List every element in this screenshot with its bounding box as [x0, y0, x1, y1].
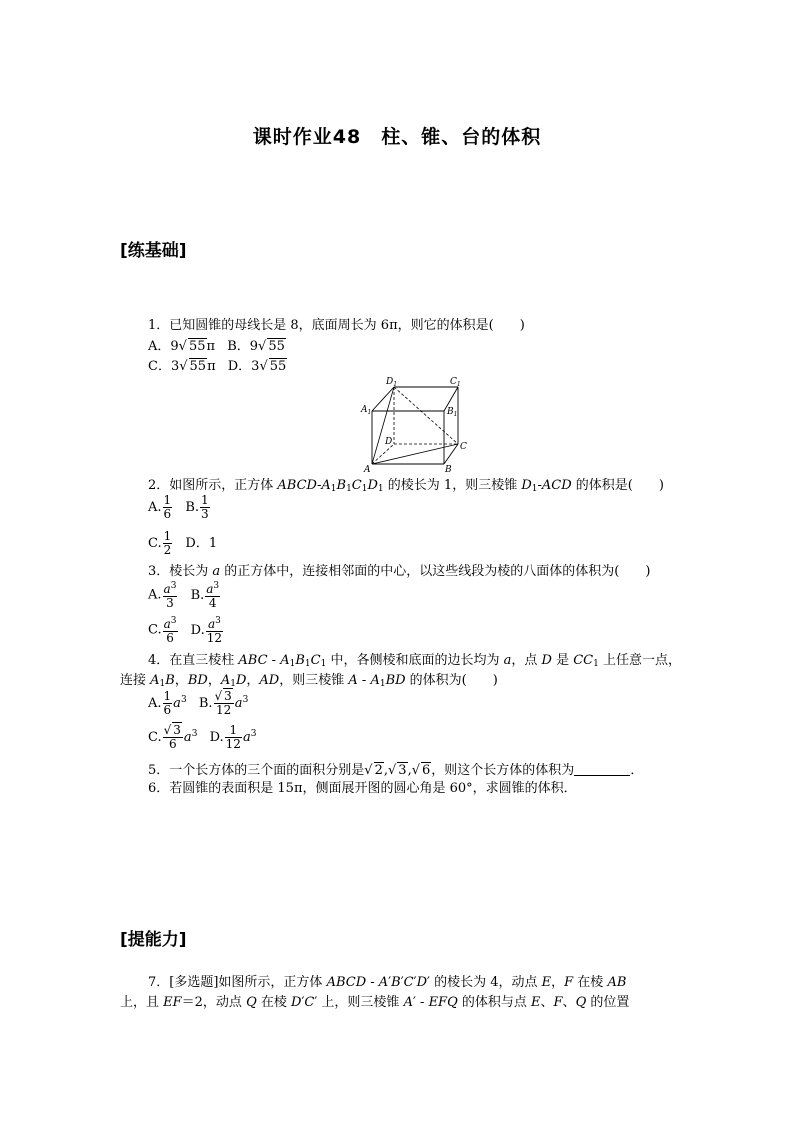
- q4-option-b-label: B.: [198, 696, 213, 711]
- q2-option-b-fraction: $\frac{1}{3}$: [201, 493, 209, 521]
- q7-text-4: 上，且: [120, 995, 164, 1010]
- question-2-options-ab: [148, 494, 211, 521]
- q7-text-1: 7．[多选题]如图所示，正方体: [148, 975, 327, 990]
- q1-option-a-tail: π: [206, 339, 216, 354]
- q4-prism-name: ABC: [238, 653, 268, 668]
- q5-radicand-1: 2: [374, 763, 383, 778]
- q4-text-6: 连接: [120, 673, 151, 688]
- q4-option-a-fraction: $\frac{1}{6}$: [163, 689, 172, 717]
- sqrt-sign-icon: √: [178, 339, 187, 354]
- q3-text-1: 3．棱长为: [148, 564, 213, 579]
- q7-text-2: 的棱长为 4，动点: [429, 975, 542, 990]
- q7-text-5: ＝2，动点: [181, 995, 247, 1010]
- q1-option-d-radicand: 55: [269, 359, 287, 374]
- label-d: D: [385, 437, 393, 447]
- question-1-options-cd: [148, 359, 287, 375]
- sqrt-sign-icon: √: [388, 763, 397, 778]
- q4-text-2: 中，各侧棱和底面的边长均为: [326, 653, 504, 668]
- q1-option-a-radicand: 55: [188, 339, 206, 354]
- q3-option-a-label: A.: [148, 587, 162, 603]
- question-4-options-cd: C. $\frac{√ 3}{6}$ $a^3$ D. $\frac{1}{12}$ $a^3$: [148, 723, 257, 751]
- q4-text-5: 上任意一点，: [598, 653, 681, 668]
- cube-figure: [358, 374, 468, 474]
- q5-radicand-3: 6: [422, 763, 431, 778]
- question-3-options-ab: [148, 580, 221, 610]
- sqrt-sign-icon: √: [411, 763, 421, 778]
- q4-text-8: 的体积为( ): [405, 673, 498, 688]
- page-title: 课时作业48 柱、锥、台的体积: [252, 126, 542, 148]
- question-2-options-cd: [148, 530, 217, 557]
- q3-option-a-fraction: $\frac{a^3}{3}$: [163, 581, 177, 610]
- edge-ac: [372, 444, 458, 464]
- q2-pyramid-name: D: [521, 478, 532, 493]
- question-1-stem: 1．已知圆锥的母线长是 8，底面周长为 6π，则它的体积是( ): [148, 318, 525, 333]
- q1-option-c-radicand: 55: [189, 359, 207, 374]
- q3-var-a: a: [212, 564, 221, 579]
- q7-text-3: 在棱: [573, 975, 608, 990]
- q2-option-a-label: A.: [148, 500, 162, 515]
- q4-option-c-label: C.: [148, 730, 162, 745]
- q5-text-2: ，则这个长方体的体积为: [431, 763, 575, 778]
- section-heading-advanced: [提能力]: [120, 930, 187, 950]
- q2-option-c-label: C.: [148, 536, 162, 551]
- q3-text-2: 的正方体中，连接相邻面的中心，以这些线段为棱的八面体的体积为( ): [220, 564, 651, 579]
- sqrt-sign-icon: √: [364, 763, 373, 778]
- q1-option-c-label: C．3: [148, 359, 180, 374]
- sqrt-sign-icon: √: [258, 339, 267, 354]
- sqrt-sign-icon: √: [163, 723, 172, 737]
- q2-text-3: 的体积是( ): [571, 478, 664, 493]
- question-1-options-ab: [148, 339, 286, 355]
- q4-text-3: ，点: [511, 653, 542, 668]
- section-heading-basics: [练基础]: [120, 241, 187, 261]
- label-c: C: [460, 442, 467, 452]
- q2-option-d-label: D．1: [185, 536, 218, 551]
- label-a1: $A_1$: [361, 405, 372, 416]
- q5-text-1: 5．一个长方体的三个面的面积分别是: [148, 763, 365, 778]
- q3-option-d-label: D.: [190, 622, 205, 638]
- question-4-options-ab: A. $\frac{1}{6}$ $a^3$ B. $\frac{√ 3}{12}$ $a^3$: [148, 689, 249, 717]
- question-3-stem: [148, 564, 650, 580]
- q4-option-b-fraction: $\frac{√ 3}{12}$: [214, 689, 232, 717]
- question-3-options-cd: [148, 615, 224, 645]
- q7-text-6: 在棱: [256, 995, 291, 1010]
- q1-option-b-label: B．9: [227, 339, 259, 354]
- q7-text-7: 上，则三棱锥: [317, 995, 404, 1010]
- sqrt-sign-icon: √: [214, 689, 223, 703]
- q4-text-1: 4．在直三棱柱: [148, 653, 239, 668]
- edge-ad-hidden: [372, 444, 394, 464]
- question-2-stem: 2．如图所示，正方体 ABCD-$A_1B_1C_1D_1$ 的棱长为 1，则三棱锥 $D_1$-ACD 的体积是( ): [148, 478, 664, 494]
- q1-option-d-label: D．3: [227, 359, 260, 374]
- q2-text-2: 的棱长为 1，则三棱锥: [383, 478, 522, 493]
- question-4-line2: 连接 $A_1B$，BD，$A_1D$，AD，则三棱锥 A - $A_1BD$ 的体积为( ): [120, 673, 498, 689]
- q4-option-a-label: A.: [148, 696, 162, 711]
- q7-text-9: 的位置: [586, 995, 630, 1010]
- q5-radicand-2: 3: [398, 763, 407, 778]
- q4-option-d-fraction: $\frac{1}{12}$: [225, 723, 241, 751]
- q2-option-c-fraction: $\frac{1}{2}$: [163, 529, 172, 557]
- question-7-line2: 上，且 EF＝2，动点 Q 在棱 D′C′ 上，则三棱锥 A′ - EFQ 的体积与点 E、F、Q 的位置: [120, 995, 630, 1010]
- label-b1: $B_1$: [447, 407, 458, 418]
- q5-text-end: ．: [630, 763, 644, 778]
- q4-option-d-label: D.: [209, 730, 224, 745]
- q2-text-1: 2．如图所示，正方体: [148, 478, 278, 493]
- q2-option-b-label: B.: [185, 500, 199, 515]
- sqrt-sign-icon: √: [179, 359, 188, 374]
- sqrt-sign-icon: √: [259, 359, 268, 374]
- label-b: B: [445, 465, 452, 474]
- q2-cube-name: ABCD: [277, 478, 317, 493]
- question-6-stem: 6．若圆锥的表面积是 15π，侧面展开图的圆心角是 60°，求圆锥的体积．: [148, 781, 577, 796]
- q4-text-4: 是: [551, 653, 574, 668]
- label-a: A: [364, 465, 371, 474]
- label-d1: $D_1$: [386, 377, 398, 388]
- q3-option-c-fraction: $\frac{a^3}{6}$: [163, 616, 177, 645]
- q4-text-7: ，则三棱锥: [279, 673, 349, 688]
- q3-option-c-label: C.: [148, 622, 162, 638]
- label-c1: $C_1$: [450, 377, 461, 388]
- q1-option-b-radicand: 55: [268, 339, 285, 354]
- question-5-stem: 5．一个长方体的三个面的面积分别是√ 2,√ 3,√ 6，则这个长方体的体积为 ．: [148, 763, 644, 778]
- answer-blank: [574, 763, 630, 776]
- q1-option-a-label: A．9: [148, 339, 179, 354]
- q4-option-c-fraction: $\frac{√ 3}{6}$: [163, 723, 181, 751]
- q7-text-8: 的体积与点: [457, 995, 531, 1010]
- question-4-stem: 4．在直三棱柱 ABC - $A_1B_1C_1$ 中，各侧棱和底面的边长均为 a，点 D 是 $CC_1$ 上任意一点，: [148, 653, 681, 669]
- question-7-line1: 7．[多选题]如图所示，正方体 ABCD - A′B′C′D′ 的棱长为 4，动点 E，F 在棱 AB: [148, 975, 627, 990]
- q3-option-b-fraction: $\frac{a^3}{4}$: [206, 581, 220, 610]
- q2-option-a-fraction: $\frac{1}{6}$: [163, 493, 172, 521]
- q1-option-c-tail: π: [207, 359, 216, 374]
- q3-option-d-fraction: $\frac{a^3}{12}$: [206, 616, 223, 645]
- q3-option-b-label: B.: [190, 587, 205, 603]
